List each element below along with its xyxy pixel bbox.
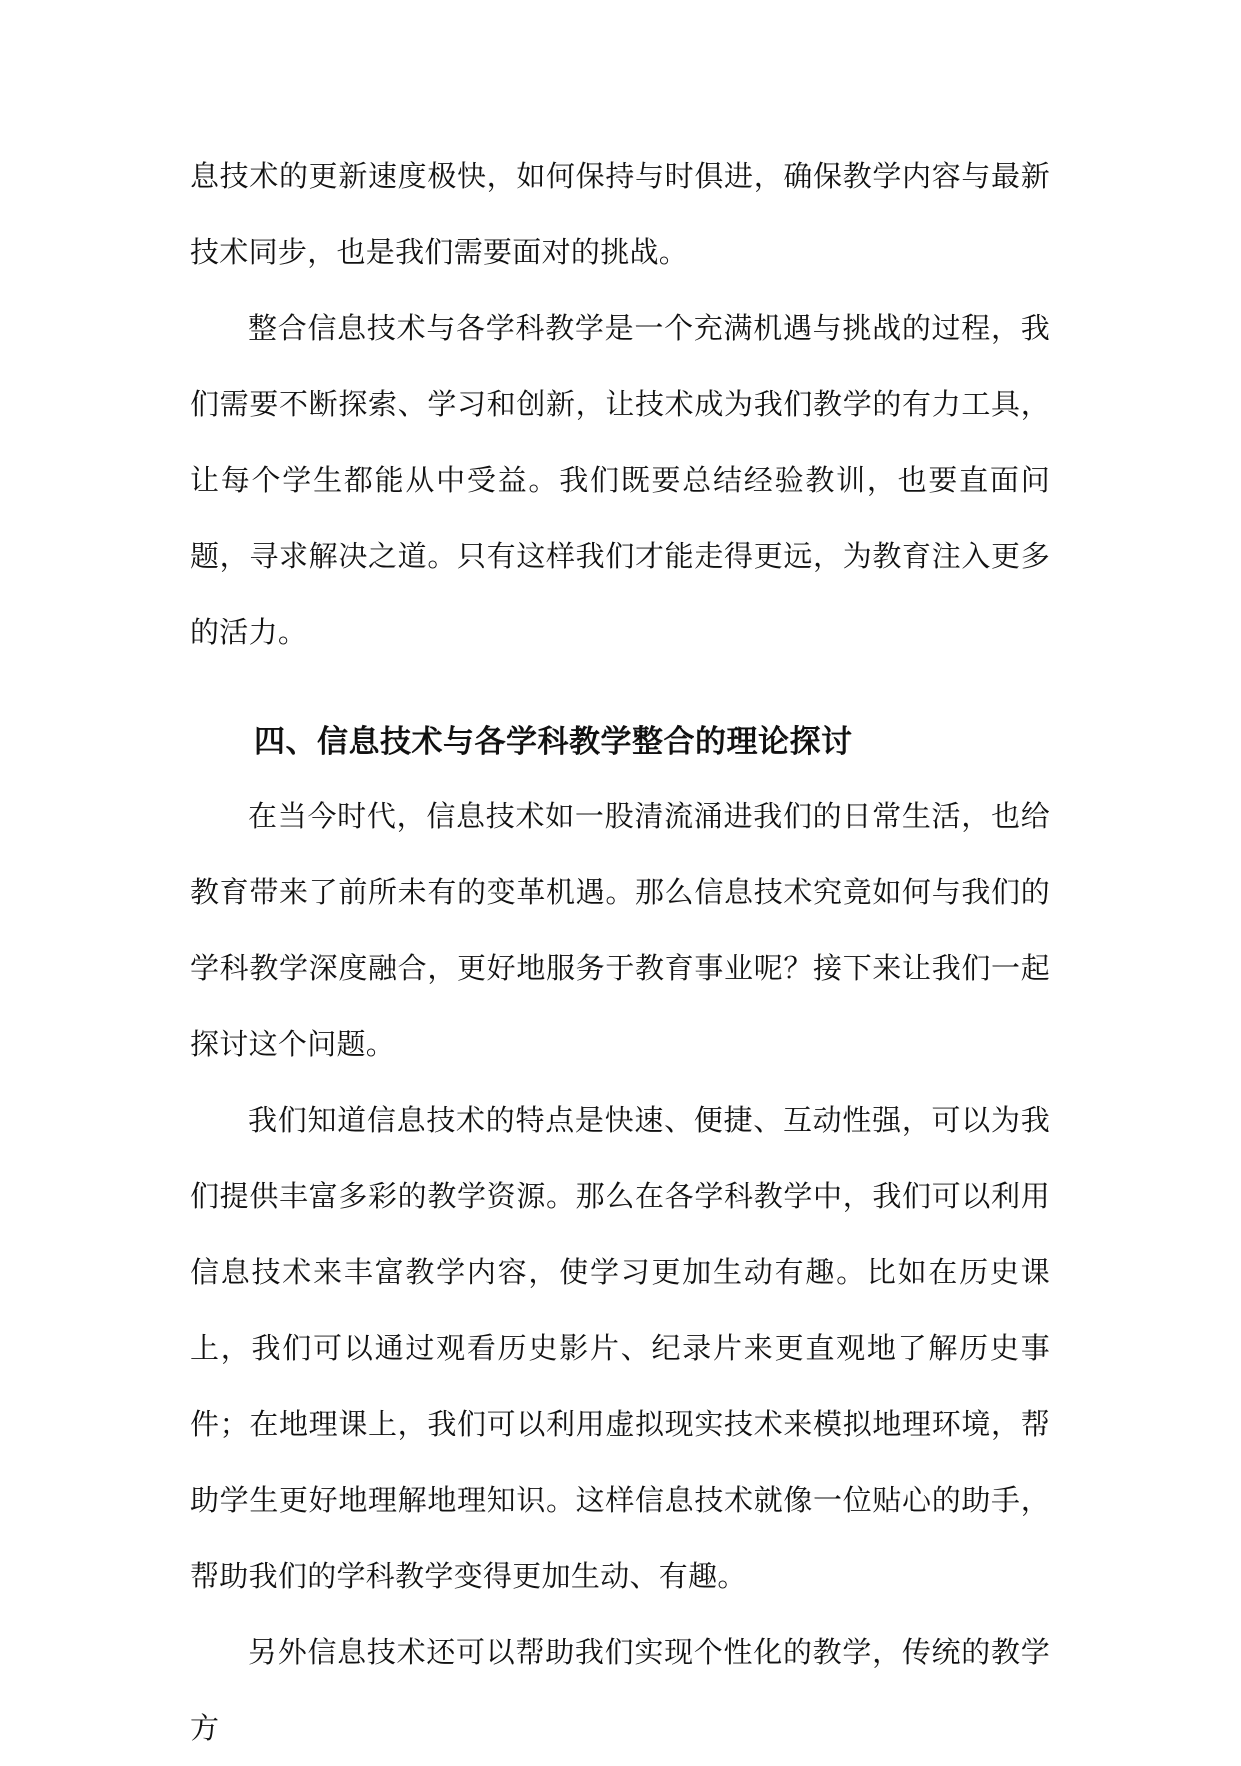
paragraph-personalized: 另外信息技术还可以帮助我们实现个性化的教学，传统的教学方 xyxy=(190,1635,1050,1745)
paragraph-continued: 息技术的更新速度极快，如何保持与时俱进，确保教学内容与最新技术同步，也是我们需要面对的挑战。 xyxy=(190,159,1050,269)
paragraph-features: 我们知道信息技术的特点是快速、便捷、互动性强，可以为我们提供丰富多彩的教学资源。那么在各学科教学中，我们可以利用信息技术来丰富教学内容，使学习更加生动有趣。比如在历史课上，我们可以通过观看历史影片、纪录片来更直观地了解历史事件；在地理课上，我们可以利用虚拟现实技术来模拟地理环境，帮助学生更好地理解地理知识。这样信息技术就像一位贴心的助手，帮助我们的学科教学变得更加生动、有趣。 xyxy=(190,1103,1050,1593)
section-heading: 四、信息技术与各学科教学整合的理论探讨 xyxy=(254,724,853,760)
paragraph-intro: 在当今时代，信息技术如一股清流涌进我们的日常生活，也给教育带来了前所未有的变革机遇。那么信息技术究竟如何与我们的学科教学深度融合，更好地服务于教育事业呢？接下来让我们一起探讨这个问题。 xyxy=(190,799,1050,1061)
paragraph-summary: 整合信息技术与各学科教学是一个充满机遇与挑战的过程，我们需要不断探索、学习和创新，让技术成为我们教学的有力工具，让每个学生都能从中受益。我们既要总结经验教训，也要直面问题，寻求解决之道。只有这样我们才能走得更远，为教育注入更多的活力。 xyxy=(190,311,1050,649)
document-body xyxy=(190,138,1050,1766)
